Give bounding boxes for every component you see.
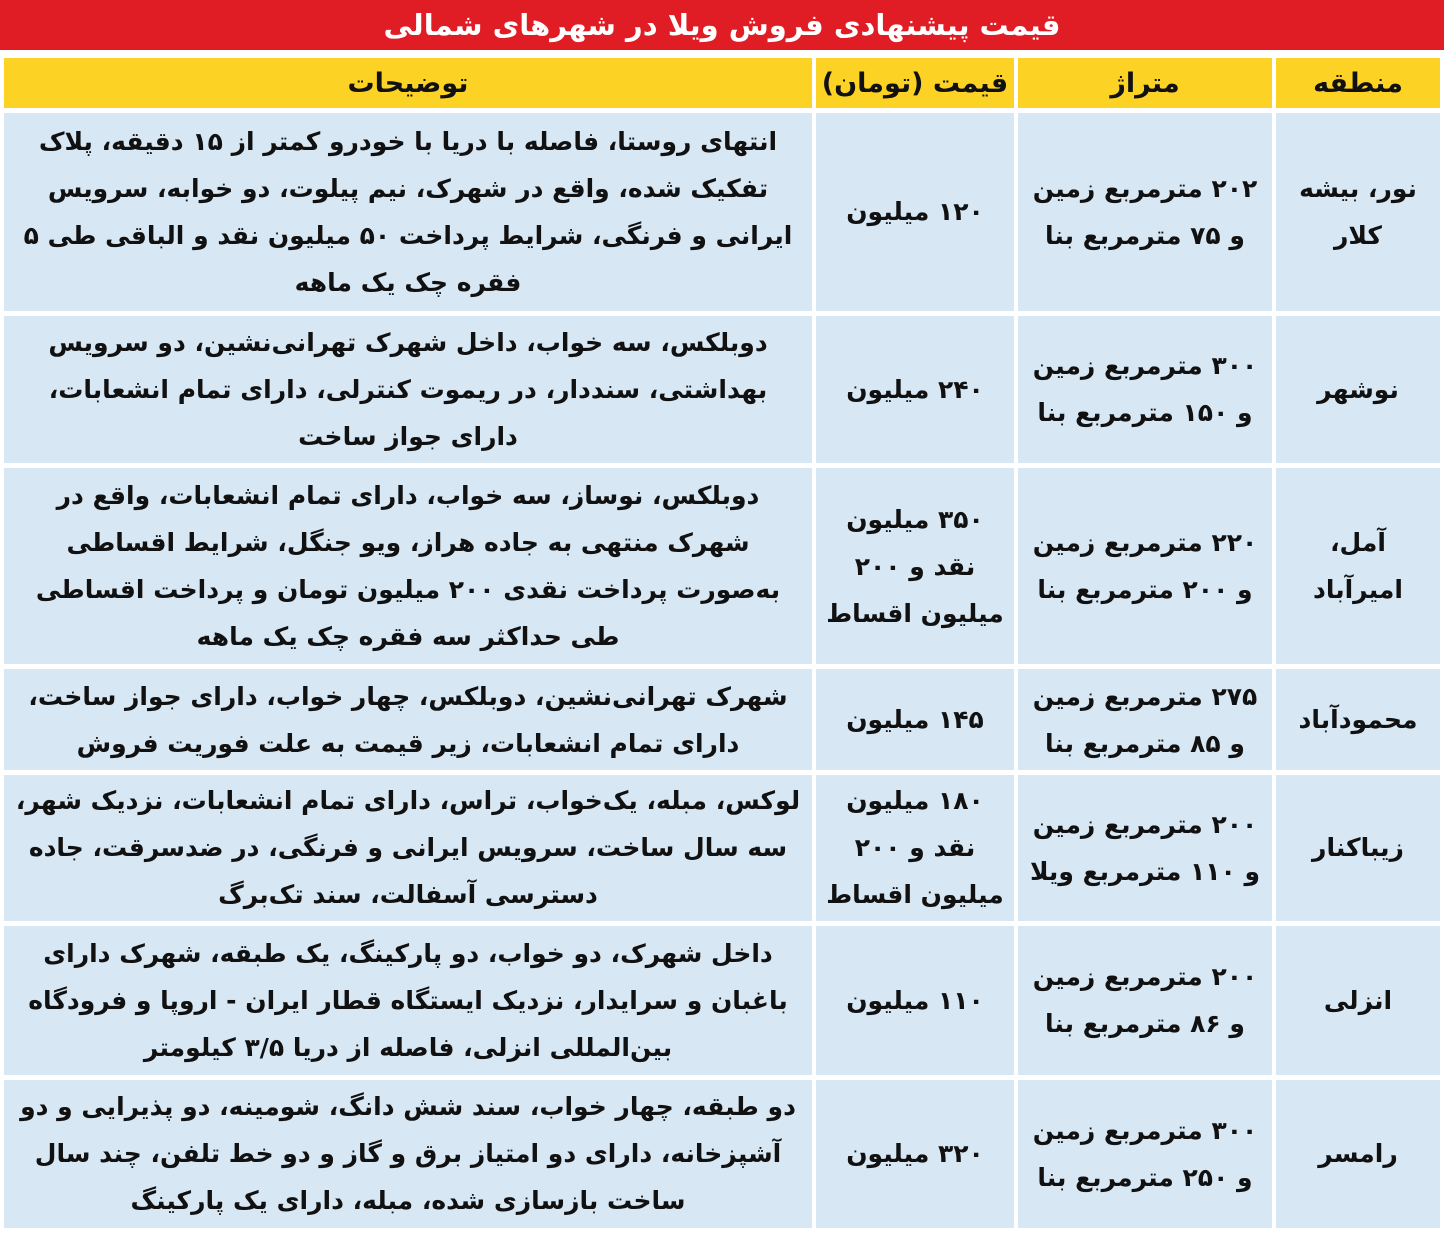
cell-area: ۲۰۲ مترمربع زمین و ۷۵ مترمربع بنا [1018,113,1272,311]
cell-description: لوکس، مبله، یک‌خواب، تراس، دارای تمام انشعابات، نزدیک شهر، سه سال ساخت، سرویس ایرانی و فرنگی، در ضدسرقت، جاده دسترسی آسفالت، سند تک‌برگ [4,775,812,921]
cell-description: انتهای روستا، فاصله با دریا با خودرو کمتر از ۱۵ دقیقه، پلاک تفکیک شده، واقع در شهرک، نیم پیلوت، دو خوابه، سرویس ایرانی و فرنگی، شرایط پرداخت ۵۰ میلیون نقد و الباقی طی ۵ فقره چک یک ماهه [4,113,812,311]
cell-region: آمل، امیرآباد [1276,468,1440,665]
cell-region: زیباکنار [1276,775,1440,921]
cell-price: ۱۲۰ میلیون [816,113,1014,311]
cell-area: ۳۰۰ مترمربع زمین و ۱۵۰ مترمربع بنا [1018,316,1272,463]
cell-area: ۲۰۰ مترمربع زمین و ۸۶ مترمربع بنا [1018,926,1272,1074]
table-row [4,1080,1440,1228]
table-row [4,775,1440,921]
cell-region: انزلی [1276,926,1440,1074]
cell-description: دوبلکس، نوساز، سه خواب، دارای تمام انشعابات، واقع در شهرک منتهی به جاده هراز، ویو جنگل، شرایط اقساطی به‌صورت پرداخت نقدی ۲۰۰ میلیون تومان و پرداخت اقساطی طی حداکثر سه فقره چک یک ماهه [4,468,812,665]
table-title: قیمت پیشنهادی فروش ویلا در شهرهای شمالی [0,0,1444,50]
cell-region: محمودآباد [1276,669,1440,769]
cell-region: رامسر [1276,1080,1440,1228]
cell-area: ۲۷۵ مترمربع زمین و ۸۵ مترمربع بنا [1018,669,1272,769]
table-row [4,316,1440,463]
cell-description: شهرک تهرانی‌نشین، دوبلکس، چهار خواب، دارای جواز ساخت، دارای تمام انشعابات، زیر قیمت به علت فوریت فروش [4,669,812,769]
header-description: توضیحات [4,58,812,108]
cell-price: ۱۱۰ میلیون [816,926,1014,1074]
cell-description: دوبلکس، سه خواب، داخل شهرک تهرانی‌نشین، دو سرویس بهداشتی، سنددار، در ریموت کنترلی، دارای تمام انشعابات، دارای جواز ساخت [4,316,812,463]
header-price: قیمت (تومان) [816,58,1014,108]
header-area: متراژ [1018,58,1272,108]
cell-price: ۱۴۵ میلیون [816,669,1014,769]
cell-price: ۱۸۰ میلیون نقد و ۲۰۰ میلیون اقساط [816,775,1014,921]
cell-description: داخل شهرک، دو خواب، دو پارکینگ، یک طبقه، شهرک دارای باغبان و سرایدار، نزدیک ایستگاه قطار ایران - اروپا و فرودگاه بین‌المللی انزلی، فاصله از دریا ۳/۵ کیلومتر [4,926,812,1074]
cell-area: ۲۰۰ مترمربع زمین و ۱۱۰ مترمربع ویلا [1018,775,1272,921]
cell-price: ۳۵۰ میلیون نقد و ۲۰۰ میلیون اقساط [816,468,1014,665]
table-row [4,113,1440,311]
header-row [4,58,1440,108]
cell-price: ۳۲۰ میلیون [816,1080,1014,1228]
cell-description: دو طبقه، چهار خواب، سند شش دانگ، شومینه، دو پذیرایی و دو آشپزخانه، دارای دو امتیاز برق و گاز و دو خط تلفن، چند سال ساخت بازسازی شده، مبله، دارای یک پارکینگ [4,1080,812,1228]
cell-region: نوشهر [1276,316,1440,463]
cell-area: ۳۰۰ مترمربع زمین و ۲۵۰ مترمربع بنا [1018,1080,1272,1228]
table-row [4,468,1440,665]
cell-region: نور، بیشه کلار [1276,113,1440,311]
table-row [4,926,1440,1074]
cell-price: ۲۴۰ میلیون [816,316,1014,463]
villa-price-table [0,53,1444,1233]
cell-area: ۲۲۰ مترمربع زمین و ۲۰۰ مترمربع بنا [1018,468,1272,665]
header-region: منطقه [1276,58,1440,108]
table-row [4,669,1440,769]
